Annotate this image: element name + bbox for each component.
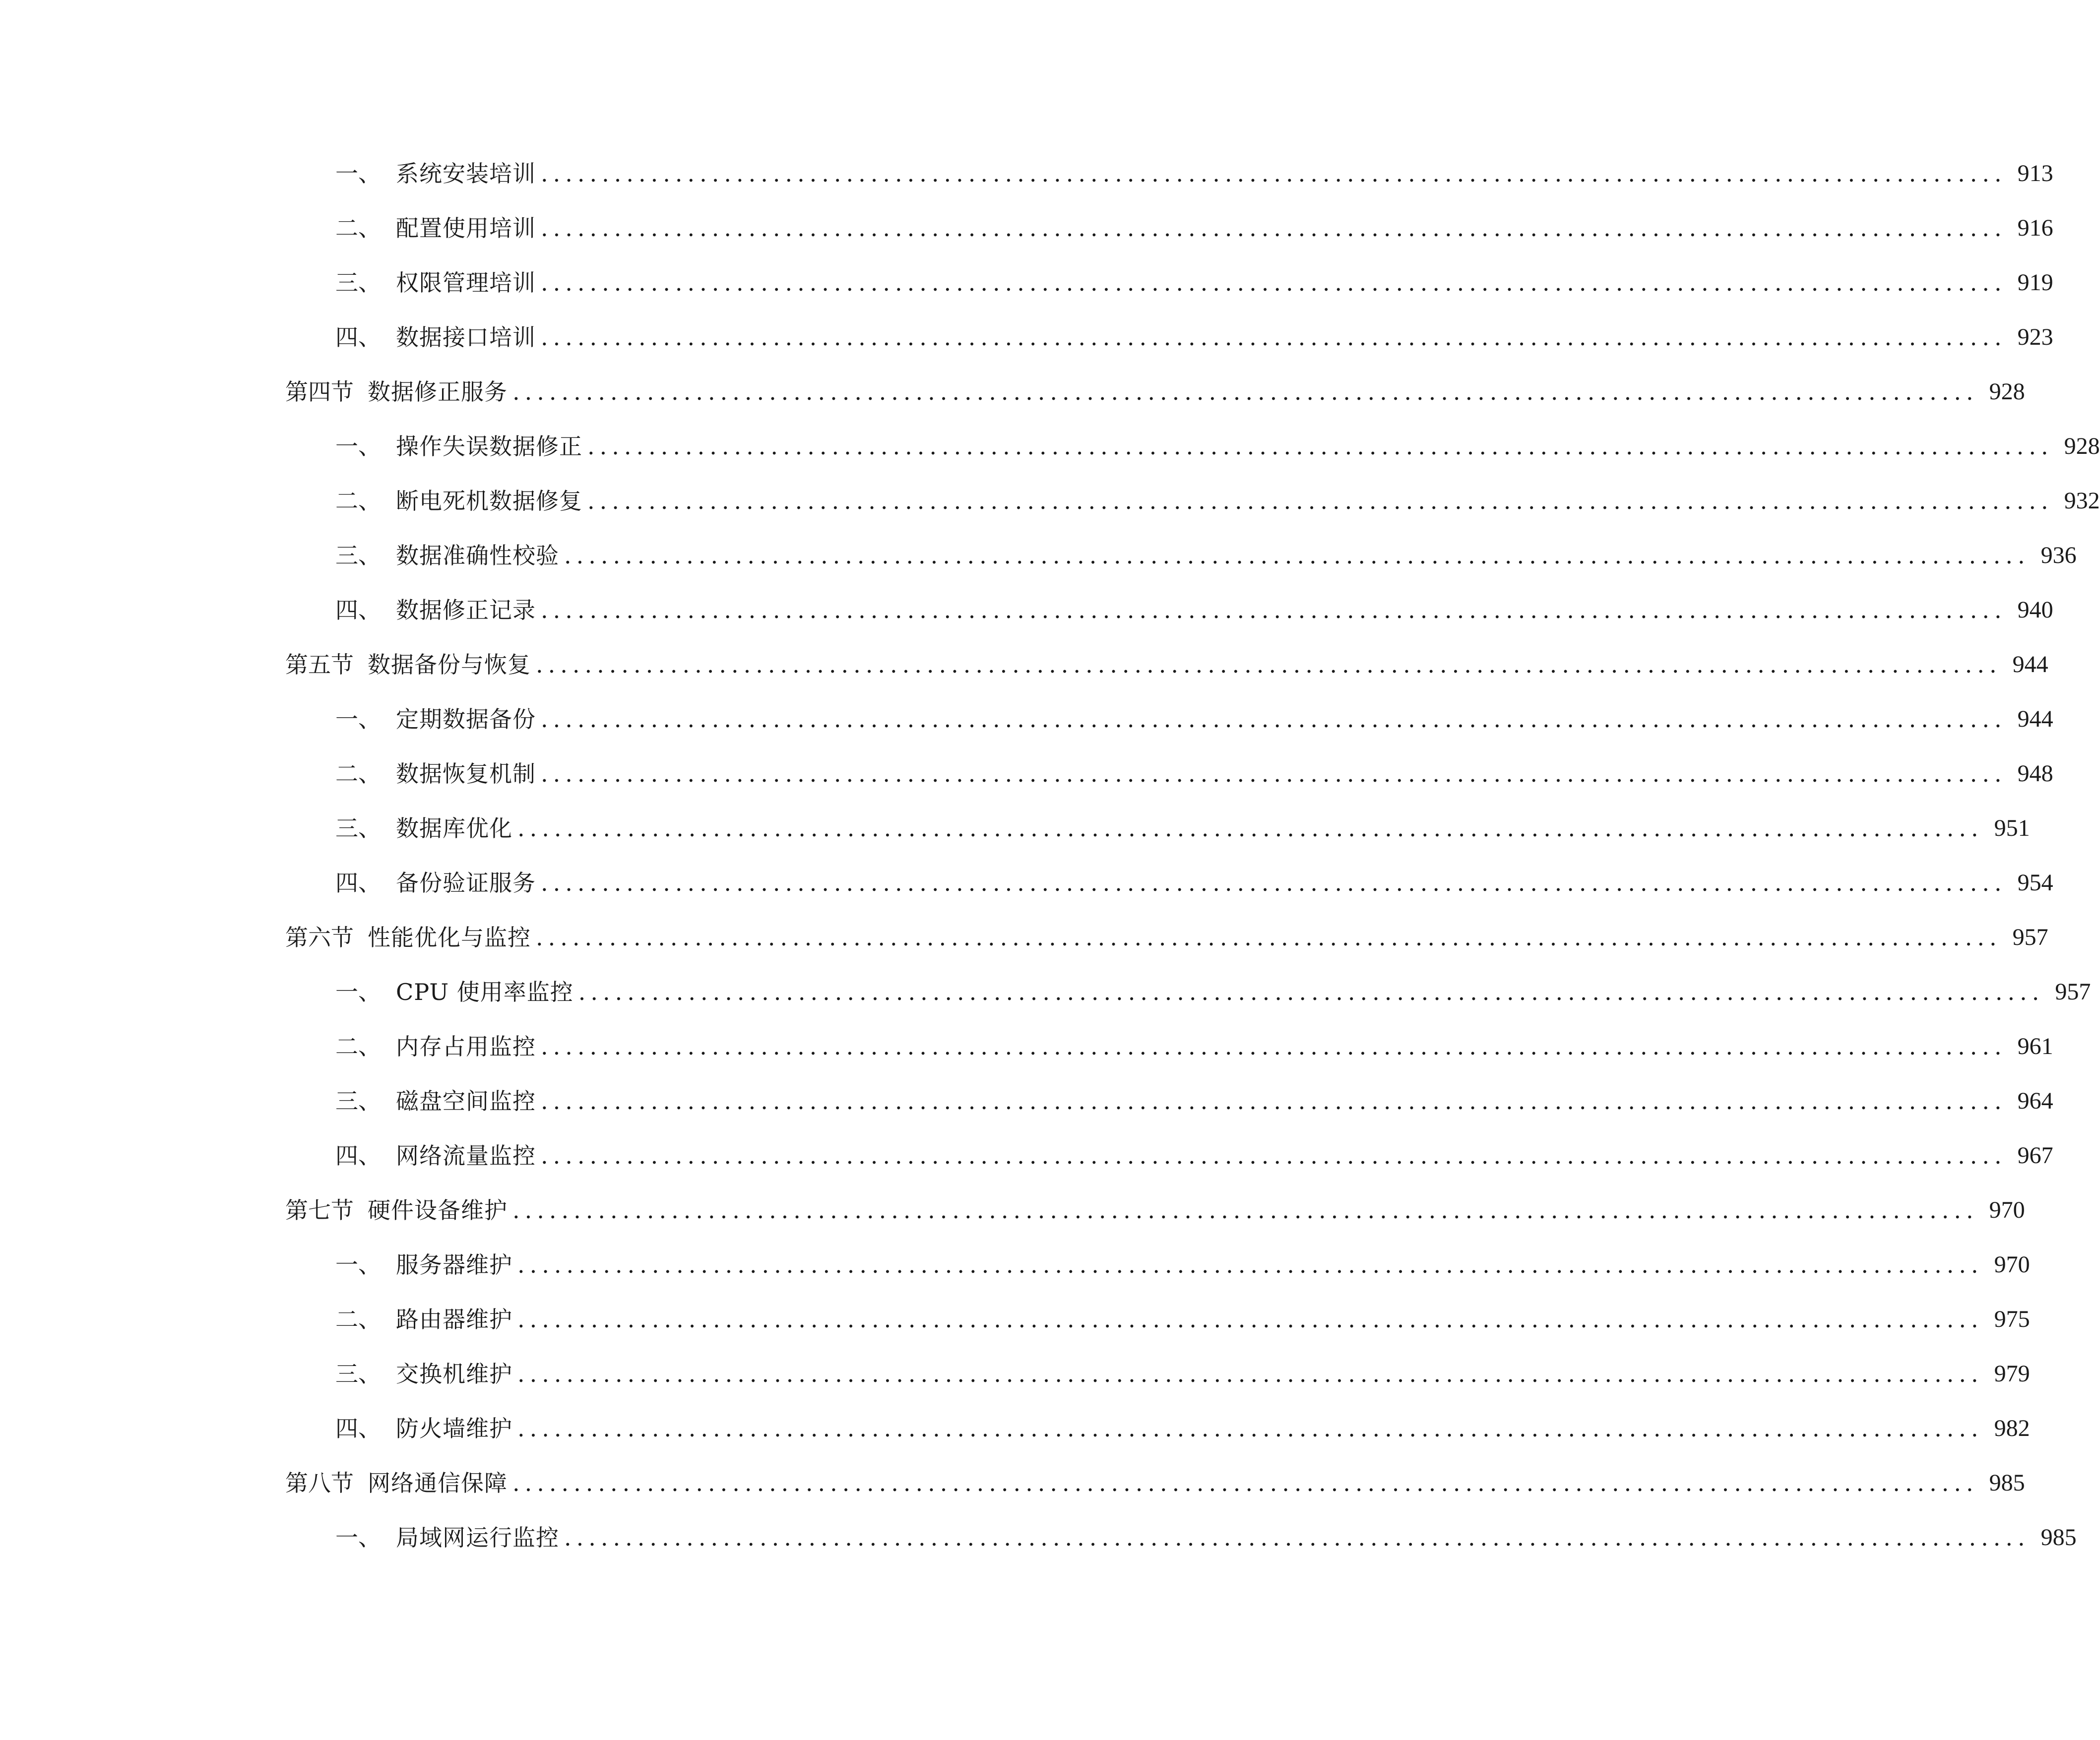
dot-leader: ........................................................................................................................ (587, 488, 2053, 514)
dot-leader: ........................................................................................................................ (512, 378, 1978, 405)
toc-section-number: 第四节 (285, 378, 354, 405)
toc-section-page: 944 (2012, 651, 2048, 678)
toc-entry-page: 928 (2064, 433, 2100, 459)
toc-section-entry[interactable] (0, 372, 2025, 412)
toc-entry[interactable] (0, 754, 2053, 794)
dot-leader: ........................................................................................................................ (541, 160, 2007, 187)
toc-entry-page: 979 (1994, 1361, 2030, 1387)
toc-entry-number: 二、 (335, 1306, 381, 1333)
dot-leader: ........................................................................................................................ (564, 542, 2030, 569)
dot-leader: ........................................................................................................................ (578, 979, 2044, 1005)
toc-entry-number: 二、 (335, 1033, 381, 1060)
toc-entry[interactable] (0, 1081, 2053, 1121)
dot-leader: ........................................................................................................................ (517, 1415, 1983, 1442)
toc-entry-title: 局域网运行监控 (396, 1524, 559, 1551)
toc-entry[interactable] (0, 1027, 2053, 1066)
dot-leader: ........................................................................................................................ (541, 760, 2007, 787)
toc-entry-number: 四、 (335, 1142, 381, 1169)
toc-entry-title: 权限管理培训 (396, 269, 536, 296)
toc-entry[interactable] (0, 208, 2053, 248)
toc-entry[interactable] (0, 1245, 2030, 1285)
toc-section-page: 957 (2012, 924, 2048, 950)
toc-section-page: 970 (1989, 1197, 2025, 1223)
toc-entry-number: 三、 (335, 269, 381, 296)
toc-section-title: 性能优化与监控 (368, 924, 531, 951)
toc-entry-number: 一、 (335, 1524, 381, 1551)
toc-section-title: 数据修正服务 (368, 378, 508, 405)
dot-leader: ........................................................................................................................ (564, 1524, 2030, 1551)
toc-entry-title: 数据准确性校验 (396, 542, 559, 569)
toc-entry[interactable] (0, 1300, 2030, 1339)
toc-entry-number: 二、 (335, 215, 381, 242)
dot-leader: ........................................................................................................................ (541, 1033, 2007, 1060)
toc-section-number: 第七节 (285, 1197, 354, 1224)
toc-entry[interactable] (0, 317, 2053, 357)
toc-entry-title: 备份验证服务 (396, 870, 536, 896)
toc-entry-number: 三、 (335, 1088, 381, 1115)
toc-entry-page: 970 (1994, 1251, 2030, 1278)
toc-entry-number: 一、 (335, 433, 381, 460)
toc-section-entry[interactable] (0, 645, 2048, 684)
toc-entry[interactable] (0, 536, 2077, 575)
toc-section-page: 985 (1989, 1470, 2025, 1496)
dot-leader: ........................................................................................................................ (541, 1088, 2007, 1115)
toc-entry-title: 磁盘空间监控 (396, 1088, 536, 1115)
toc-section-title: 网络通信保障 (368, 1470, 508, 1496)
toc-entry-title: 数据修正记录 (396, 597, 536, 623)
toc-entry[interactable] (0, 590, 2053, 630)
toc-entry[interactable] (0, 1409, 2030, 1448)
toc-entry-number: 四、 (335, 870, 381, 896)
dot-leader: ........................................................................................................................ (512, 1197, 1978, 1224)
toc-entry-page: 967 (2017, 1142, 2053, 1169)
toc-entry-title: CPU 使用率监控 (396, 979, 573, 1005)
toc-entry[interactable] (0, 863, 2053, 903)
toc-entry[interactable] (0, 699, 2053, 739)
toc-entry-title: 路由器维护 (396, 1306, 512, 1333)
toc-entry-number: 三、 (335, 1361, 381, 1387)
toc-entry-title: 断电死机数据修复 (396, 488, 582, 514)
dot-leader: ........................................................................................................................ (541, 870, 2007, 896)
toc-entry-title: 系统安装培训 (396, 160, 536, 187)
toc-entry[interactable] (0, 263, 2053, 303)
toc-entry-number: 一、 (335, 706, 381, 733)
toc-entry-title: 操作失误数据修正 (396, 433, 582, 460)
toc-entry-title: 内存占用监控 (396, 1033, 536, 1060)
dot-leader: ........................................................................................................................ (517, 1251, 1983, 1278)
toc-entry-number: 四、 (335, 1415, 381, 1442)
toc-entry[interactable] (0, 481, 2100, 521)
toc-entry-page: 932 (2064, 488, 2100, 514)
toc-entry[interactable] (0, 808, 2030, 848)
toc-entry-number: 一、 (335, 979, 381, 1005)
dot-leader: ........................................................................................................................ (536, 924, 2002, 951)
toc-entry-page: 951 (1994, 815, 2030, 841)
toc-entry-number: 三、 (335, 542, 381, 569)
toc-entry-number: 二、 (335, 488, 381, 514)
toc-entry-title: 数据接口培训 (396, 324, 536, 351)
toc-entry[interactable] (0, 1136, 2053, 1176)
toc-entry[interactable] (0, 427, 2100, 466)
toc-section-title: 数据备份与恢复 (368, 651, 531, 678)
dot-leader: ........................................................................................................................ (536, 651, 2002, 678)
toc-entry[interactable] (0, 1518, 2077, 1557)
toc-entry-title: 服务器维护 (396, 1251, 512, 1278)
toc-entry-page: 957 (2055, 979, 2091, 1005)
toc-entry-number: 三、 (335, 815, 381, 842)
toc-section-entry[interactable] (0, 918, 2048, 957)
toc-entry-page: 913 (2017, 160, 2053, 186)
dot-leader: ........................................................................................................................ (541, 215, 2007, 242)
dot-leader: ........................................................................................................................ (512, 1470, 1978, 1496)
toc-entry-page: 975 (1994, 1306, 2030, 1332)
toc-entry-page: 961 (2017, 1033, 2053, 1059)
toc-section-page: 928 (1989, 378, 2025, 405)
toc-entry-title: 定期数据备份 (396, 706, 536, 733)
toc-entry-page: 985 (2040, 1524, 2077, 1551)
toc-section-title: 硬件设备维护 (368, 1197, 508, 1224)
toc-entry-page: 936 (2040, 542, 2077, 568)
toc-entry-number: 一、 (335, 1251, 381, 1278)
toc-entry-page: 919 (2017, 269, 2053, 296)
toc-entry-page: 948 (2017, 760, 2053, 787)
toc-entry[interactable] (0, 1354, 2030, 1394)
toc-section-number: 第八节 (285, 1470, 354, 1496)
toc-entry-title: 配置使用培训 (396, 215, 536, 242)
toc-section-entry[interactable] (0, 1190, 2025, 1230)
toc-section-number: 第五节 (285, 651, 354, 678)
toc-entry-title: 网络流量监控 (396, 1142, 536, 1169)
toc-section-entry[interactable] (0, 1463, 2025, 1503)
toc-entry-number: 一、 (335, 160, 381, 187)
dot-leader: ........................................................................................................................ (517, 815, 1983, 842)
toc-entry[interactable] (0, 154, 2053, 193)
toc-entry-title: 数据库优化 (396, 815, 512, 842)
toc-entry[interactable] (0, 972, 2091, 1012)
toc-entry-page: 916 (2017, 215, 2053, 241)
dot-leader: ........................................................................................................................ (517, 1361, 1983, 1387)
toc-entry-page: 944 (2017, 706, 2053, 732)
toc-entry-number: 四、 (335, 324, 381, 351)
dot-leader: ........................................................................................................................ (517, 1306, 1983, 1333)
toc-entry-number: 二、 (335, 760, 381, 787)
dot-leader: ........................................................................................................................ (541, 269, 2007, 296)
toc-section-number: 第六节 (285, 924, 354, 951)
toc-entry-title: 数据恢复机制 (396, 760, 536, 787)
dot-leader: ........................................................................................................................ (541, 706, 2007, 733)
toc-entry-number: 四、 (335, 597, 381, 623)
toc-entry-page: 964 (2017, 1088, 2053, 1114)
toc-entry-page: 940 (2017, 597, 2053, 623)
toc-entry-page: 982 (1994, 1415, 2030, 1441)
dot-leader: ........................................................................................................................ (541, 597, 2007, 623)
dot-leader: ........................................................................................................................ (541, 324, 2007, 351)
toc-entry-page: 923 (2017, 324, 2053, 350)
toc-entry-title: 防火墙维护 (396, 1415, 512, 1442)
toc-entry-title: 交换机维护 (396, 1361, 512, 1387)
dot-leader: ........................................................................................................................ (587, 433, 2053, 460)
toc-entry-page: 954 (2017, 870, 2053, 896)
dot-leader: ........................................................................................................................ (541, 1142, 2007, 1169)
